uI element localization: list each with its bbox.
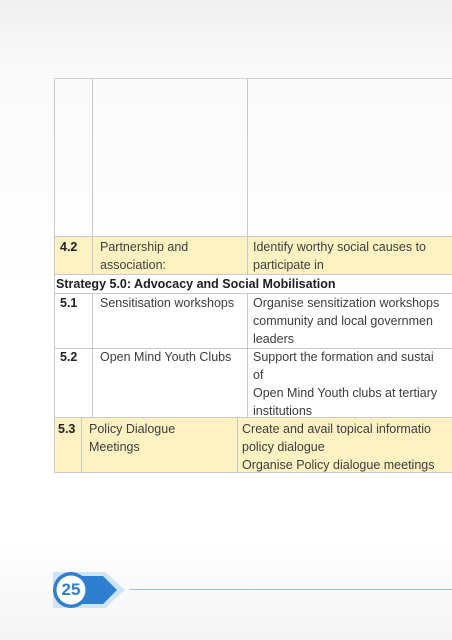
col-divider-1c: [81, 417, 82, 472]
strategy-heading: Strategy 5.0: Advocacy and Social Mobilisation: [56, 277, 336, 291]
col-divider-2: [247, 78, 248, 274]
activity-line: Meetings: [89, 440, 140, 454]
activity-line: Sensitisation workshops: [100, 296, 235, 310]
description-line: Organise Policy dialogue meetings: [242, 458, 435, 472]
table-left-border: [54, 78, 55, 472]
col-divider-2b: [247, 293, 248, 417]
description-line: Open Mind Youth clubs at tertiary: [253, 386, 438, 400]
activity-line: association:: [100, 258, 167, 272]
description-line: Support the formation and sustai: [253, 350, 434, 364]
description-line: leaders: [253, 332, 294, 346]
col-divider-1b: [92, 293, 93, 417]
description-line: institutions: [253, 404, 313, 418]
page-number: 25: [61, 580, 81, 599]
description-line: policy dialogue: [242, 440, 325, 454]
row-number: 4.2: [60, 240, 78, 254]
row-number: 5.3: [58, 422, 76, 436]
description-line: of: [253, 368, 264, 382]
description-line: community and local governmen: [253, 314, 433, 328]
description-line: Organise sensitization workshops: [253, 296, 440, 310]
description-line: Create and avail topical informatio: [242, 422, 431, 436]
description-line: participate in: [253, 258, 324, 272]
col-divider-2c: [237, 417, 238, 472]
footer-rule: [130, 589, 452, 590]
col-divider-1: [92, 78, 93, 274]
activity-line: Policy Dialogue: [89, 422, 176, 436]
activity-line: Partnership and: [100, 240, 189, 254]
activities-table: [54, 78, 452, 472]
description-line: Identify worthy social causes to: [253, 240, 426, 254]
row-number: 5.2: [60, 350, 78, 364]
row-divider: [54, 236, 452, 237]
row-number: 5.1: [60, 296, 78, 310]
activity-line: Open Mind Youth Clubs: [100, 350, 232, 364]
